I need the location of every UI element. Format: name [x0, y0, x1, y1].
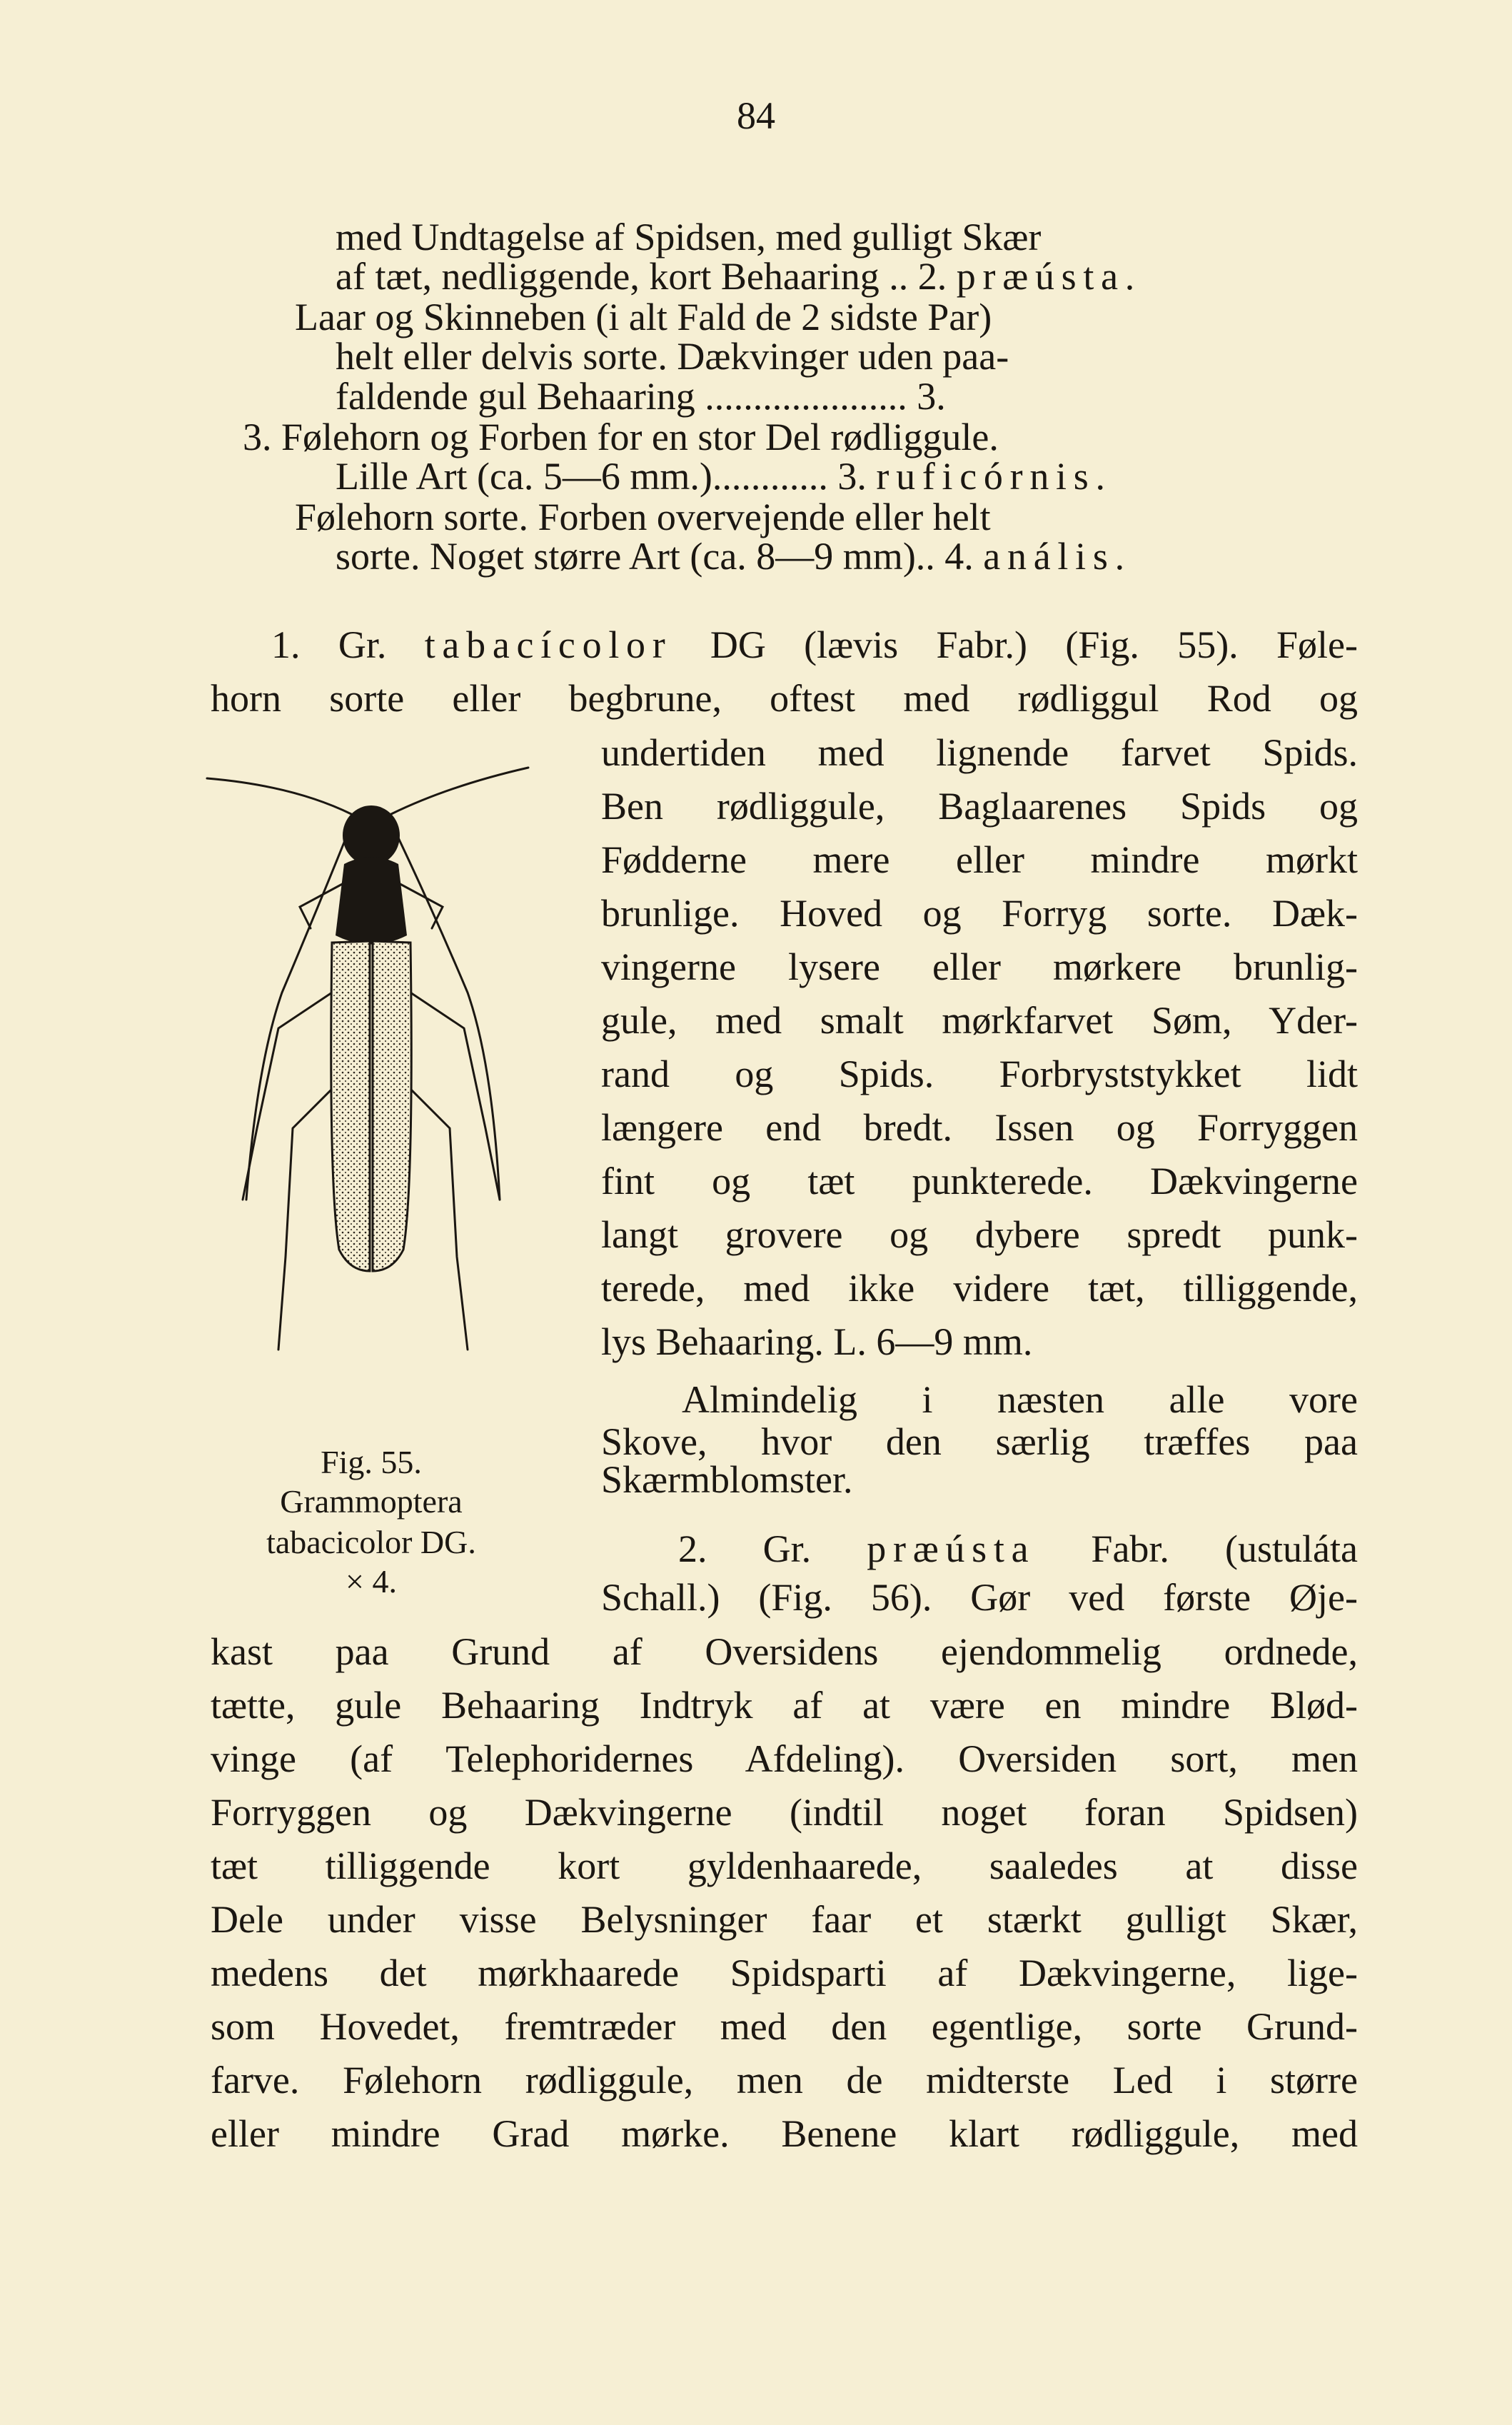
- key-line: Følehorn sorte. Forben overvejende eller helt: [295, 496, 991, 538]
- species-name: præústa.: [956, 255, 1142, 298]
- key-line: faldende gul Behaaring ..................... 3.: [336, 375, 946, 418]
- figure-caption-line: Grammoptera: [280, 1483, 463, 1520]
- body-line: som Hovedet, fremtræder med den egentlige, sorte Grund-: [211, 2005, 1358, 2048]
- key-line-text: Lille Art (ca. 5—6 mm.)............ 3.: [336, 455, 877, 498]
- body-line: gule, med smalt mørkfarvet Søm, Yder-: [601, 999, 1358, 1042]
- body-line: Ben rødliggule, Baglaarenes Spids og: [601, 785, 1358, 828]
- body-line: længere end bredt. Issen og Forryggen: [601, 1106, 1358, 1149]
- species-heading: 2. Gr. præústa Fabr. (ustuláta: [678, 1527, 1358, 1570]
- beetle-illustration: [193, 757, 550, 1400]
- page-number: 84: [737, 94, 775, 137]
- body-line: Fødderne mere eller mindre mørkt: [601, 838, 1358, 881]
- key-line: Laar og Skinneben (i alt Fald de 2 sidste Par): [295, 296, 992, 338]
- body-line: lys Behaaring. L. 6—9 mm.: [601, 1320, 1033, 1363]
- body-line: tætte, gule Behaaring Indtryk af at være en mindre Blød-: [211, 1684, 1358, 1727]
- species-name: anális.: [983, 535, 1132, 578]
- key-line: 3. Følehorn og Forben for en stor Del rødliggule.: [243, 416, 999, 458]
- key-line: med Undtagelse af Spidsen, med gulligt Skær: [336, 216, 1042, 258]
- key-line: [336, 257, 1141, 296]
- body-line: Skove, hvor den særlig træffes paa: [601, 1420, 1358, 1463]
- key-line: [336, 537, 1132, 576]
- body-line: Dele under visse Belysninger faar et stærkt gulligt Skær,: [211, 1898, 1358, 1941]
- key-line: [336, 457, 1112, 496]
- body-line: Skærmblomster.: [601, 1458, 853, 1501]
- body-line: vinge (af Telephoridernes Afdeling). Oversiden sort, men: [211, 1737, 1358, 1780]
- body-line: brunlige. Hoved og Forryg sorte. Dæk-: [601, 892, 1358, 935]
- body-line: tæt tilliggende kort gyldenhaarede, saaledes at disse: [211, 1844, 1358, 1887]
- body-line: undertiden med lignende farvet Spids.: [601, 731, 1358, 774]
- key-line-text: sorte. Noget større Art (ca. 8—9 mm).. 4.: [336, 535, 984, 578]
- body-line: Forryggen og Dækvingerne (indtil noget foran Spidsen): [211, 1791, 1358, 1834]
- body-line: terede, med ikke videre tæt, tilliggende,: [601, 1267, 1358, 1310]
- body-line: fint og tæt punkterede. Dækvingerne: [601, 1160, 1358, 1203]
- body-line: [678, 1527, 1358, 1570]
- species-name: ruficórnis.: [876, 455, 1112, 498]
- body-line: eller mindre Grad mørke. Benene klart rødliggule, med: [211, 2112, 1358, 2155]
- body-line: kast paa Grund af Oversidens ejendommelig ordnede,: [211, 1630, 1358, 1673]
- body-line: medens det mørkhaarede Spidsparti af Dækvingerne, lige-: [211, 1952, 1358, 1994]
- body-line: langt grovere og dybere spredt punk-: [601, 1213, 1358, 1256]
- body-line: Almindelig i næsten alle vore: [682, 1378, 1358, 1421]
- species-heading: 1. Gr. tabacícolor DG (lævis Fabr.) (Fig. 55). Føle-: [271, 623, 1358, 666]
- key-line-text: af tæt, nedliggende, kort Behaaring .. 2.: [336, 255, 957, 298]
- key-line: helt eller delvis sorte. Dækvinger uden paa-: [336, 335, 1009, 378]
- body-line: vingerne lysere eller mørkere brunlig-: [601, 945, 1358, 988]
- body-line: horn sorte eller begbrune, oftest med rødliggul Rod og: [211, 677, 1358, 720]
- figure-caption-line: tabacicolor DG.: [266, 1524, 476, 1560]
- body-line: farve. Følehorn rødliggule, men de midterste Led i større: [211, 2059, 1358, 2102]
- body-line: [271, 623, 1358, 666]
- figure-caption-line: × 4.: [346, 1563, 397, 1600]
- body-line: Schall.) (Fig. 56). Gør ved første Øje-: [601, 1576, 1358, 1619]
- body-line: rand og Spids. Forbryststykket lidt: [601, 1053, 1358, 1095]
- figure-caption-line: Fig. 55.: [321, 1444, 422, 1480]
